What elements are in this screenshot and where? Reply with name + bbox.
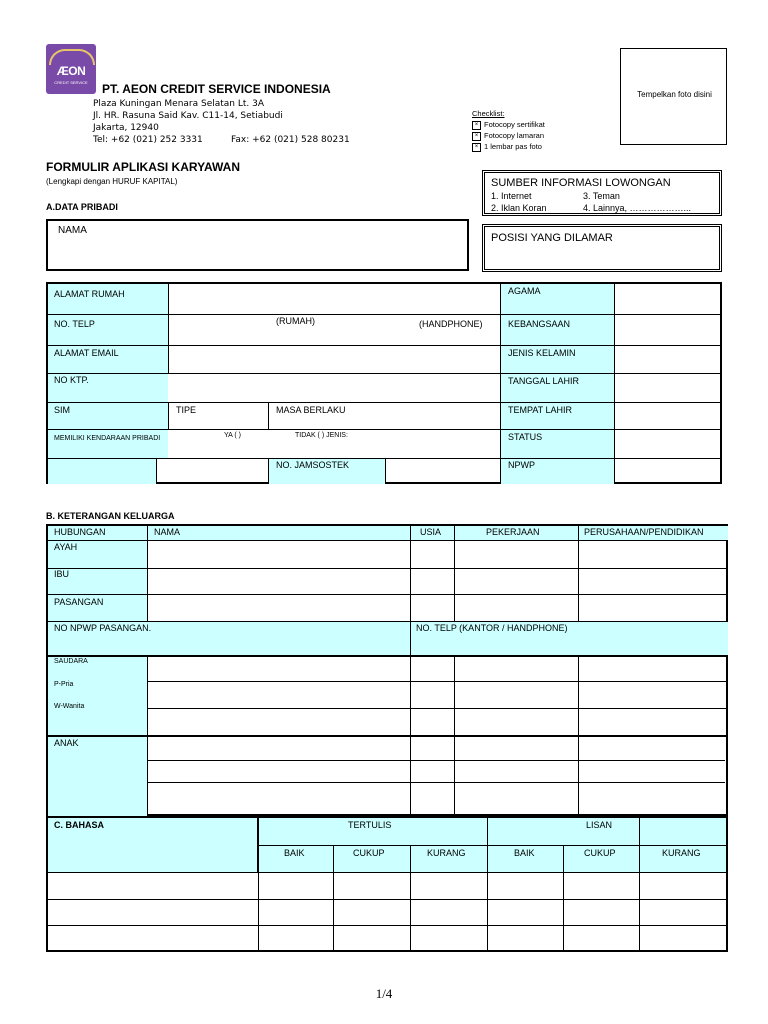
form-subtitle: (Lengkapi dengan HURUF KAPITAL)	[46, 177, 178, 186]
divider	[48, 345, 500, 346]
tipe-label: TIPE	[176, 405, 197, 415]
photo-box	[620, 48, 727, 145]
pasangan-label: PASANGAN	[54, 597, 104, 607]
divider	[168, 284, 169, 373]
language-table	[46, 816, 728, 952]
label-cell-empty	[48, 458, 156, 484]
checklist-title: Checklist:	[472, 109, 505, 118]
divider	[578, 655, 579, 816]
divider	[614, 284, 615, 484]
section-c-title: C. BAHASA	[54, 820, 105, 830]
sumber-option-internet[interactable]: 1. Internet	[491, 191, 532, 201]
divider	[268, 458, 269, 484]
ayah-label: AYAH	[54, 542, 78, 552]
kendaraan-label: MEMILIKI KENDARAAN PRIBADI	[54, 435, 161, 442]
header-perusahaan: PERUSAHAAN/PENDIDIKAN	[584, 527, 704, 537]
checklist	[472, 108, 545, 152]
photo-label: Tempelkan foto disini	[637, 90, 712, 99]
divider	[454, 655, 455, 816]
address-line-2: Jl. HR. Rasuna Said Kav. C11-14, Setiabudi	[93, 111, 283, 121]
masa-berlaku-label: MASA BERLAKU	[276, 405, 346, 415]
status-label: STATUS	[508, 432, 543, 442]
divider	[454, 526, 455, 621]
telp-pasangan-label: NO. TELP (KANTOR / HANDPHONE)	[416, 623, 568, 633]
page-number: 1/4	[375, 986, 393, 1001]
family-label-column	[48, 541, 147, 621]
logo-sub-text: CREDIT SERVICE	[54, 80, 88, 85]
lisan-cukup: CUKUP	[584, 848, 616, 858]
header-nama: NAMA	[154, 527, 181, 537]
divider	[385, 458, 386, 484]
divider	[48, 655, 728, 657]
alamat-rumah-label: ALAMAT RUMAH	[54, 289, 125, 299]
divider	[48, 314, 500, 315]
tertulis-baik: BAIK	[284, 848, 305, 858]
aeon-logo	[46, 44, 96, 94]
divider	[48, 568, 728, 569]
sumber-option-lainnya[interactable]: 4. Lainnya, ………………...	[583, 203, 692, 213]
kebangsaan-label: KEBANGSAAN	[508, 319, 571, 329]
tempat-lahir-label: TEMPAT LAHIR	[508, 405, 573, 415]
checklist-item: × 1 lembar pas foto	[472, 141, 545, 152]
tertulis-kurang: KURANG	[427, 848, 466, 858]
section-a-title: A.DATA PRIBADI	[46, 202, 118, 212]
address-line-3: Jakarta, 12940	[93, 123, 159, 133]
divider	[578, 526, 579, 621]
divider	[333, 845, 334, 952]
tertulis-label: TERTULIS	[348, 820, 392, 830]
divider	[147, 760, 725, 761]
npwp-pasangan-label: NO NPWP PASANGAN.	[54, 623, 152, 633]
divider	[500, 402, 722, 403]
header-usia: USIA	[420, 527, 442, 537]
npwp-label: NPWP	[508, 460, 535, 470]
divider	[487, 818, 488, 952]
divider	[500, 345, 722, 346]
divider	[48, 735, 728, 737]
tertulis-cukup: CUKUP	[353, 848, 385, 858]
divider	[168, 402, 169, 429]
checkbox-checked-icon[interactable]: ×	[472, 121, 481, 130]
jenis-kelamin-label: JENIS KELAMIN	[508, 348, 576, 358]
telephone: Tel: +62 (021) 252 3331	[93, 135, 203, 145]
section-b-title: B. KETERANGAN KELUARGA	[46, 511, 175, 521]
form-title: FORMULIR APLIKASI KARYAWAN	[46, 160, 241, 174]
no-ktp-label: NO KTP.	[54, 375, 89, 385]
ibu-label: IBU	[54, 569, 70, 579]
handphone-label: (HANDPHONE)	[419, 319, 483, 329]
ya-option[interactable]: YA ( )	[224, 432, 241, 439]
divider	[48, 458, 500, 459]
divider	[147, 655, 148, 816]
divider	[48, 429, 500, 430]
divider	[500, 458, 722, 459]
lisan-baik: BAIK	[514, 848, 535, 858]
divider	[500, 284, 501, 484]
divider	[410, 845, 411, 952]
divider	[48, 872, 726, 873]
checkbox-checked-icon[interactable]: ×	[472, 132, 481, 141]
sim-label: SIM	[54, 405, 71, 415]
sumber-title: SUMBER INFORMASI LOWONGAN	[491, 177, 671, 189]
divider	[48, 899, 726, 900]
divider	[258, 818, 259, 952]
divider	[563, 845, 564, 952]
nama-field[interactable]	[46, 219, 469, 271]
lisan-kurang: KURANG	[662, 848, 701, 858]
saudara-label: SAUDARA	[54, 658, 88, 665]
sumber-option-teman[interactable]: 3. Teman	[583, 191, 620, 201]
label-column-left	[48, 284, 168, 458]
divider	[156, 458, 157, 484]
divider	[48, 540, 728, 541]
lisan-label: LISAN	[586, 820, 613, 830]
address-line-1: Plaza Kuningan Menara Selatan Lt. 3A	[93, 99, 265, 109]
sumber-option-iklan[interactable]: 2. Iklan Koran	[491, 203, 547, 213]
tidak-option[interactable]: TIDAK ( ) JENIS:	[295, 432, 348, 439]
divider	[639, 818, 640, 952]
anak-label: ANAK	[54, 738, 79, 748]
no-jamsostek-label: NO. JAMSOSTEK	[276, 460, 350, 470]
divider	[147, 526, 148, 621]
divider	[500, 373, 722, 374]
divider	[48, 594, 728, 595]
agama-label: AGAMA	[508, 286, 541, 296]
nama-label: NAMA	[58, 225, 87, 236]
posisi-field[interactable]	[482, 224, 722, 272]
divider	[147, 782, 725, 783]
company-name: PT. AEON CREDIT SERVICE INDONESIA	[102, 82, 331, 96]
divider	[500, 429, 722, 430]
header-hubungan: HUBUNGAN	[54, 527, 106, 537]
divider	[410, 526, 411, 816]
divider	[500, 314, 722, 315]
logo-arc	[49, 49, 95, 65]
checkbox-checked-icon[interactable]: ×	[472, 143, 481, 152]
divider	[48, 402, 500, 403]
logo-brand-text: ÆON	[56, 64, 86, 78]
checklist-item: × Fotocopy lamaran	[472, 130, 545, 141]
posisi-label: POSISI YANG DILAMAR	[491, 232, 613, 244]
divider	[48, 373, 500, 374]
divider	[268, 402, 269, 429]
rumah-label: (RUMAH)	[276, 316, 315, 326]
divider	[48, 925, 726, 926]
family-table	[46, 524, 728, 816]
pria-label: P-Pria	[54, 681, 74, 688]
sumber-informasi-box[interactable]	[482, 170, 722, 216]
header-pekerjaan: PEKERJAAN	[486, 527, 540, 537]
divider	[147, 708, 728, 709]
tanggal-lahir-label: TANGGAL LAHIR	[508, 376, 580, 386]
checklist-item: × Fotocopy sertifikat	[472, 119, 545, 130]
divider	[48, 621, 728, 622]
divider	[258, 845, 726, 846]
no-telp-label: NO. TELP	[54, 319, 95, 329]
fax: Fax: +62 (021) 528 80231	[231, 135, 350, 145]
personal-data-table	[46, 282, 722, 484]
divider	[147, 681, 728, 682]
alamat-email-label: ALAMAT EMAIL	[54, 348, 119, 358]
wanita-label: W-Wanita	[54, 703, 85, 710]
